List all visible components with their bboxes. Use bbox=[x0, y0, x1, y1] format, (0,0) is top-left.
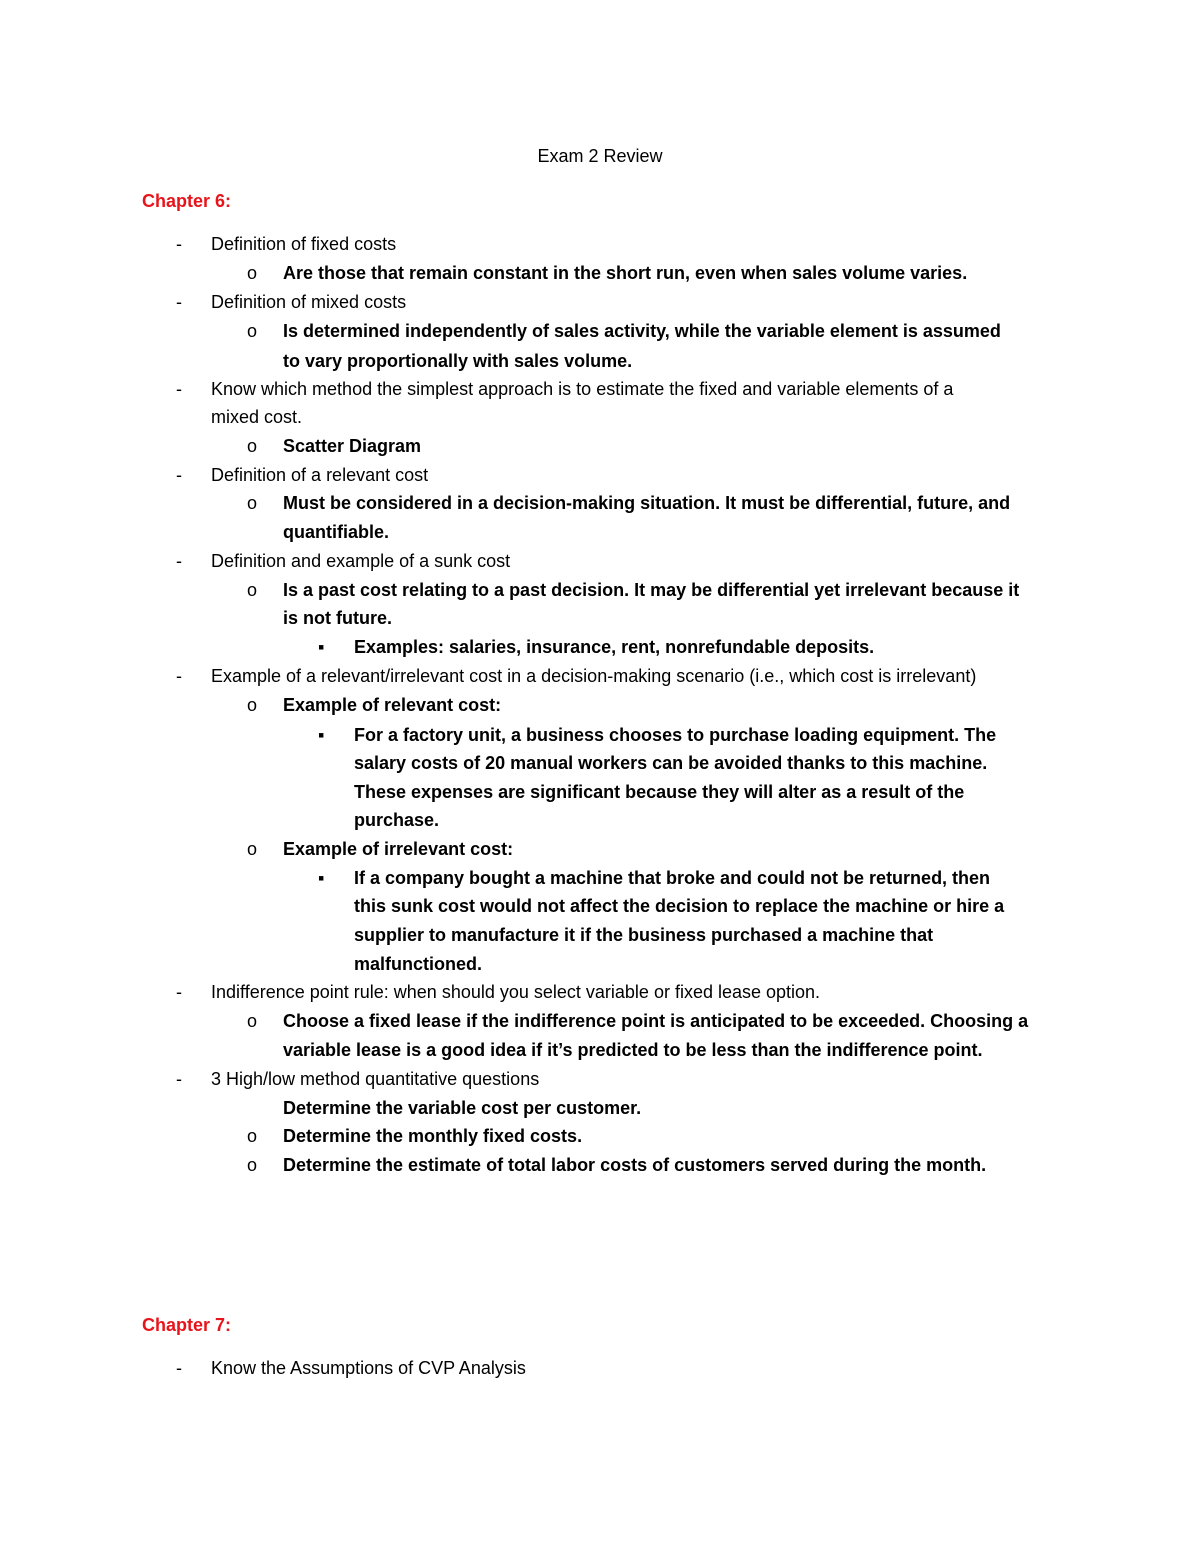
list-item: Choose a fixed lease if the indifference point is anticipated to be exceeded. Choosing a bbox=[283, 1011, 1029, 1031]
square-bullet: ▪ bbox=[318, 637, 325, 657]
list-item: Determine the variable cost per customer. bbox=[283, 1098, 642, 1118]
page-title: Exam 2 Review bbox=[537, 146, 663, 166]
dash-bullet: - bbox=[176, 292, 182, 312]
dash-bullet: - bbox=[176, 1069, 182, 1089]
list-item: Example of a relevant/irrelevant cost in a decision-making scenario (i.e., which cost is irrelevant) bbox=[211, 666, 977, 686]
list-item: Determine the monthly fixed costs. bbox=[283, 1126, 583, 1146]
circle-bullet: o bbox=[247, 493, 258, 513]
list-item: Definition of a relevant cost bbox=[211, 465, 429, 485]
circle-bullet: o bbox=[247, 839, 258, 859]
circle-bullet: o bbox=[247, 1155, 258, 1175]
circle-bullet: o bbox=[247, 321, 258, 341]
list-item: salary costs of 20 manual workers can be avoided thanks to this machine. bbox=[354, 753, 988, 773]
circle-bullet: o bbox=[247, 1011, 258, 1031]
list-item: These expenses are significant because they will alter as a result of the bbox=[354, 782, 965, 802]
circle-bullet: o bbox=[247, 1126, 258, 1146]
chapter-6-heading: Chapter 6: bbox=[142, 191, 232, 211]
dash-bullet: - bbox=[176, 666, 182, 686]
dash-bullet: - bbox=[176, 379, 182, 399]
list-item: mixed cost. bbox=[211, 407, 303, 427]
list-item: to vary proportionally with sales volume. bbox=[283, 351, 633, 371]
dash-bullet: - bbox=[176, 234, 182, 254]
circle-bullet: o bbox=[247, 436, 258, 456]
list-item: Example of relevant cost: bbox=[283, 695, 502, 715]
list-item: Know which method the simplest approach is to estimate the fixed and variable elements of a bbox=[211, 379, 954, 399]
list-item: 3 High/low method quantitative questions bbox=[211, 1069, 540, 1089]
list-item: malfunctioned. bbox=[354, 954, 483, 974]
list-item: Scatter Diagram bbox=[283, 436, 422, 456]
dash-bullet: - bbox=[176, 982, 182, 1002]
list-item: Definition of fixed costs bbox=[211, 234, 397, 254]
list-item: supplier to manufacture it if the business purchased a machine that bbox=[354, 925, 934, 945]
dash-bullet: - bbox=[176, 465, 182, 485]
list-item: quantifiable. bbox=[283, 522, 390, 542]
list-item: Definition and example of a sunk cost bbox=[211, 551, 511, 571]
circle-bullet: o bbox=[247, 580, 258, 600]
list-item: Must be considered in a decision-making situation. It must be differential, future, and bbox=[283, 493, 1011, 513]
list-item: Definition of mixed costs bbox=[211, 292, 407, 312]
square-bullet: ▪ bbox=[318, 725, 325, 745]
list-item: If a company bought a machine that broke and could not be returned, then bbox=[354, 868, 991, 888]
list-item: Determine the estimate of total labor costs of customers served during the month. bbox=[283, 1155, 987, 1175]
circle-bullet: o bbox=[247, 695, 258, 715]
list-item: Know the Assumptions of CVP Analysis bbox=[211, 1358, 526, 1378]
list-item: Are those that remain constant in the short run, even when sales volume varies. bbox=[283, 263, 968, 283]
circle-bullet: o bbox=[247, 263, 258, 283]
list-item: Indifference point rule: when should you select variable or fixed lease option. bbox=[211, 982, 821, 1002]
dash-bullet: - bbox=[176, 551, 182, 571]
chapter-7-heading: Chapter 7: bbox=[142, 1315, 232, 1335]
list-item: Is a past cost relating to a past decision. It may be differential yet irrelevant because it bbox=[283, 580, 1020, 600]
square-bullet: ▪ bbox=[318, 868, 325, 888]
list-item: Examples: salaries, insurance, rent, nonrefundable deposits. bbox=[354, 637, 875, 657]
list-item: purchase. bbox=[354, 810, 440, 830]
list-item: Is determined independently of sales activity, while the variable element is assumed bbox=[283, 321, 1001, 341]
list-item: Example of irrelevant cost: bbox=[283, 839, 514, 859]
list-item: this sunk cost would not affect the decision to replace the machine or hire a bbox=[354, 896, 1005, 916]
dash-bullet: - bbox=[176, 1358, 182, 1378]
list-item: variable lease is a good idea if it’s predicted to be less than the indifference point. bbox=[283, 1040, 983, 1060]
list-item: is not future. bbox=[283, 608, 392, 628]
list-item: For a factory unit, a business chooses to purchase loading equipment. The bbox=[354, 725, 997, 745]
